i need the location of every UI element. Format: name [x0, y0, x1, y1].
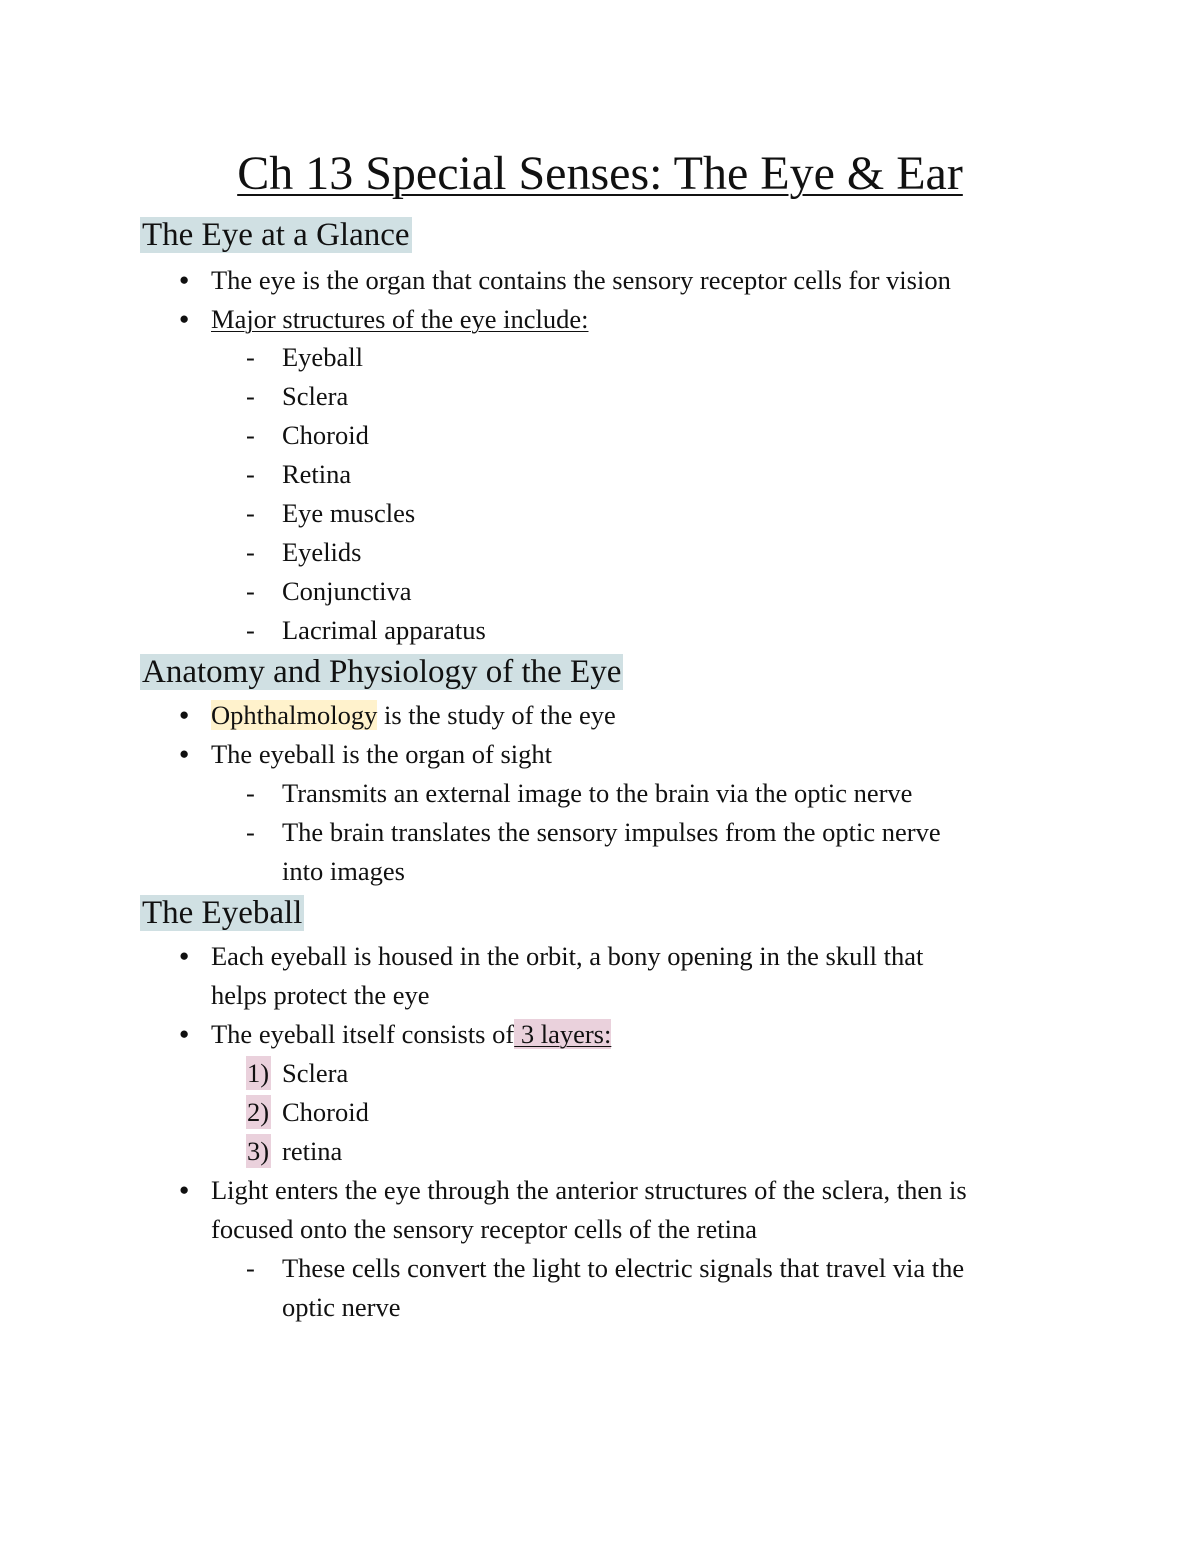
list-item-line1: Each eyeball is housed in the orbit, a bony opening in the skull that — [211, 941, 924, 971]
sub-list-item-line1: The brain translates the sensory impulses from the optic nerve — [282, 817, 941, 847]
structure-item: Eyelids — [282, 537, 362, 567]
section-heading-text: Anatomy and Physiology of the Eye — [142, 654, 622, 690]
list-item — [211, 1017, 611, 1051]
list-item-line2: focused onto the sensory receptor cells of the retina — [211, 1214, 757, 1244]
section-heading-eye-at-a-glance — [140, 214, 412, 256]
layer-item: retina — [282, 1136, 343, 1166]
list-item-line2: helps protect the eye — [211, 980, 430, 1010]
dash-icon: - — [246, 778, 255, 808]
dash-icon: - — [246, 537, 255, 567]
structure-item: Eyeball — [282, 342, 363, 372]
dash-icon: - — [246, 381, 255, 411]
dash-icon: - — [246, 420, 255, 450]
list-item-text: The eyeball itself consists of — [211, 1019, 515, 1049]
section-heading-anatomy-physiology — [140, 651, 623, 693]
bullet-icon: ● — [179, 705, 190, 724]
sub-list-item-line2: optic nerve — [282, 1292, 401, 1322]
list-item-text: is the study of the eye — [377, 700, 616, 730]
sub-list-item: Transmits an external image to the brain via the optic nerve — [282, 778, 913, 808]
sub-list-item-line2: into images — [282, 856, 405, 886]
section-heading-text: The Eye at a Glance — [142, 217, 410, 253]
layer-number: 2) — [247, 1097, 270, 1127]
dash-icon: - — [246, 342, 255, 372]
structure-item: Eye muscles — [282, 498, 416, 528]
section-heading-text: The Eyeball — [142, 895, 303, 931]
highlighted-term: 3 layers: — [514, 1019, 612, 1049]
structure-item: Sclera — [282, 381, 349, 411]
bullet-icon: ● — [179, 309, 190, 328]
layer-item: Choroid — [282, 1097, 369, 1127]
highlighted-term: Ophthalmology — [211, 700, 378, 730]
dash-icon: - — [246, 576, 255, 606]
dash-icon: - — [246, 817, 255, 847]
list-item-line1: Light enters the eye through the anterior structures of the sclera, then is — [211, 1175, 967, 1205]
list-item: Major structures of the eye include: — [211, 304, 589, 334]
bullet-icon: ● — [179, 744, 190, 763]
bullet-icon: ● — [179, 946, 190, 965]
list-item: The eyeball is the organ of sight — [211, 739, 552, 769]
layer-number: 1) — [247, 1058, 270, 1088]
dash-icon: - — [246, 459, 255, 489]
dash-icon: - — [246, 1253, 255, 1283]
section-heading-eyeball — [140, 892, 304, 934]
page-title: Ch 13 Special Senses: The Eye & Ear — [237, 147, 963, 200]
structure-item: Retina — [282, 459, 352, 489]
layer-number: 3) — [247, 1136, 270, 1166]
dash-icon: - — [246, 615, 255, 645]
structure-item: Choroid — [282, 420, 369, 450]
dash-icon: - — [246, 498, 255, 528]
list-item — [211, 698, 616, 732]
layer-item: Sclera — [282, 1058, 349, 1088]
sub-list-item-line1: These cells convert the light to electric signals that travel via the — [282, 1253, 965, 1283]
bullet-icon: ● — [179, 1180, 190, 1199]
structure-item: Lacrimal apparatus — [282, 615, 486, 645]
list-item: The eye is the organ that contains the sensory receptor cells for vision — [211, 265, 951, 295]
bullet-icon: ● — [179, 270, 190, 289]
structure-item: Conjunctiva — [282, 576, 412, 606]
bullet-icon: ● — [179, 1024, 190, 1043]
